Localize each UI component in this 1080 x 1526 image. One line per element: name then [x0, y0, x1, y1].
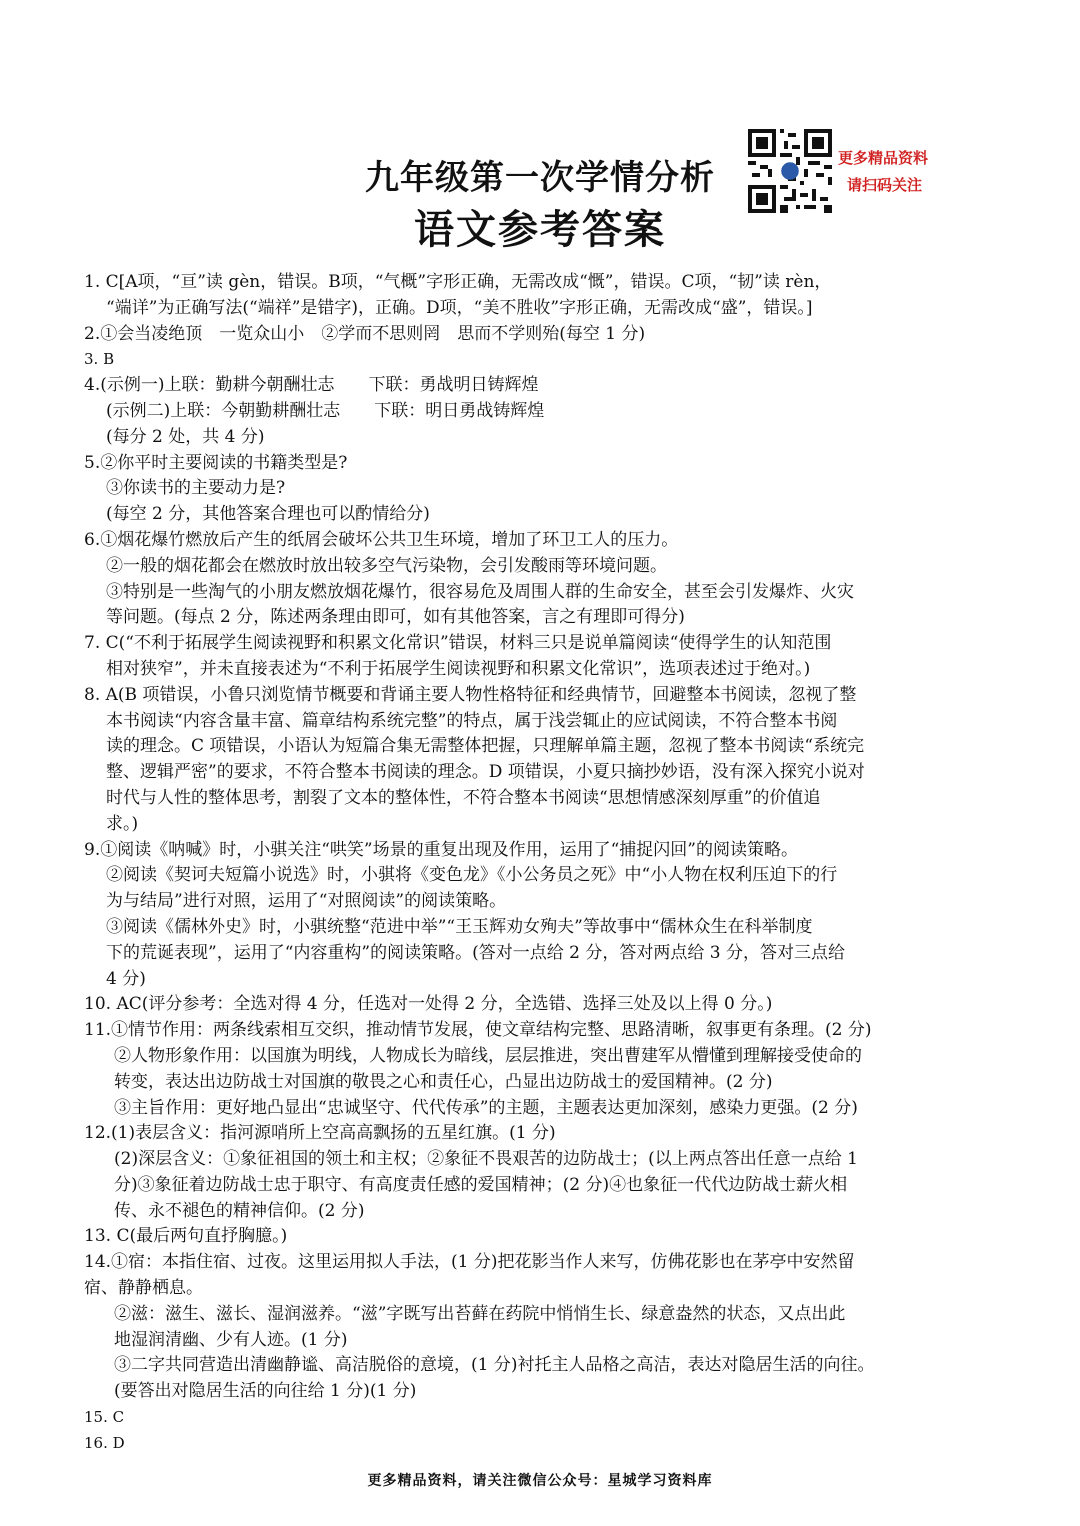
answer-line: ②阅读《契诃夫短篇小说选》时，小骐将《变色龙》《小公务员之死》中“小人物在权利压迫下的行: [106, 865, 838, 886]
answer-line: (每空 2 分，其他答案合理也可以酌情给分): [106, 504, 430, 525]
answer-line: ③二字共同营造出清幽静谧、高洁脱俗的意境，(1 分)衬托主人品格之高洁，表达对隐居生活的向往。: [114, 1355, 875, 1376]
answer-line: “端详”为正确写法(“端祥”是错字)，正确。D项，“美不胜收”字形正确，无需改成“盛”，错误。]: [106, 297, 813, 318]
answer-line: 求。): [106, 813, 139, 834]
answer-line: 5.②你平时主要阅读的书籍类型是?: [84, 452, 348, 473]
answer-line: 7. C(“不利于拓展学生阅读视野和积累文化常识”错误，材料三只是说单篇阅读“使得学生的认知范围: [84, 633, 832, 654]
answer-line: ③阅读《儒林外史》时，小骐统整“范进中举”“王玉辉劝女殉夫”等故事中“儒林众生在科举制度: [106, 916, 813, 937]
answer-line: 本书阅读“内容含量丰富、篇章结构系统完整”的特点，属于浅尝辄止的应试阅读，不符合整本书阅: [106, 710, 838, 731]
answer-line: 相对狭窄”，并未直接表述为“不利于拓展学生阅读视野和积累文化常识”，选项表述过于绝对。): [106, 658, 811, 679]
answer-line: 整、逻辑严密”的要求，不符合整本书阅读的理念。D 项错误，小夏只摘抄妙语，没有深入探究小说对: [106, 762, 865, 783]
answer-line: ②一般的烟花都会在燃放时放出较多空气污染物，会引发酸雨等环境问题。: [106, 555, 667, 576]
page-header: [0, 0, 1080, 253]
answer-content: [84, 270, 1004, 1457]
page-title: 九年级第一次学情分析: [365, 158, 715, 198]
answer-line: 分)③象征着边防战士忠于职守、有高度责任感的爱国精神；(2 分)④也象征一代代边防战士薪火相: [114, 1174, 848, 1195]
answer-line: ③特别是一些淘气的小朋友燃放烟花爆竹，很容易危及周围人群的生命安全，甚至会引发爆炸、火灾: [106, 581, 854, 602]
answer-line: 10. AC(评分参考：全选对得 4 分，任选对一处得 2 分，全选错、选择三处及以上得 0 分。): [84, 994, 773, 1015]
answer-line: 4.(示例一)上联：勤耕今朝酬壮志 下联：勇战明日铸辉煌: [84, 375, 539, 396]
answer-line: ③主旨作用：更好地凸显出“忠诚坚守、代代传承”的主题，主题表达更加深刻，感染力更强。(2 分): [114, 1097, 858, 1118]
answer-line: 16. D: [84, 1433, 125, 1452]
answer-line: 下的荒诞表现”，运用了“内容重构”的阅读策略。(答对一点给 2 分，答对两点给 3 分，答对三点给: [106, 942, 845, 963]
answer-line: 15. C: [84, 1408, 125, 1427]
answer-line: 11.①情节作用：两条线索相互交织，推动情节发展，使文章结构完整、思路清晰，叙事更有条理。(2 分): [84, 1020, 872, 1041]
answer-line: 6.①烟花爆竹燃放后产生的纸屑会破坏公共卫生环境，增加了环卫工人的压力。: [84, 529, 679, 550]
answer-line: 8. A(B 项错误，小鲁只浏览情节概要和背诵主要人物性格特征和经典情节，回避整本书阅读，忽视了整: [84, 684, 857, 705]
answer-line: 转变，表达出边防战士对国旗的敬畏之心和责任心，凸显出边防战士的爱国精神。(2 分): [114, 1071, 773, 1092]
answer-line: 3. B: [84, 350, 115, 369]
answer-line: 14.①宿：本指住宿、过夜。这里运用拟人手法，(1 分)把花影当作人来写，仿佛花影也在茅亭中安然留: [84, 1252, 855, 1273]
answer-line: (2)深层含义：①象征祖国的领土和主权；②象征不畏艰苦的边防战士；(以上两点答出任意一点给 1: [114, 1149, 858, 1170]
qr-note: [838, 145, 978, 199]
answer-line: 4 分): [106, 968, 146, 989]
qr-code-icon: [748, 129, 832, 213]
answer-line: (示例二)上联：今朝勤耕酬壮志 下联：明日勇战铸辉煌: [106, 400, 545, 421]
answer-line: 为与结局”进行对照，运用了“对照阅读”的阅读策略。: [106, 891, 507, 912]
answer-line: ③你读书的主要动力是?: [106, 478, 286, 499]
answer-line: ②人物形象作用：以国旗为明线，人物成长为暗线，层层推进，突出曹建军从懵懂到理解接受使命的: [114, 1045, 862, 1066]
page-subtitle: 语文参考答案: [414, 207, 666, 253]
answer-line: 12.(1)表层含义：指河源哨所上空高高飘扬的五星红旗。(1 分): [84, 1123, 556, 1144]
qr-note-line1: 更多精品资料: [838, 149, 929, 167]
answer-line: 等问题。(每点 2 分，陈述两条理由即可，如有其他答案，言之有理即可得分): [106, 607, 685, 628]
answer-line: ②滋：滋生、滋长、湿润滋养。“滋”字既写出苔藓在药院中悄悄生长、绿意盎然的状态，又点出此: [114, 1303, 846, 1324]
answer-line: (要答出对隐居生活的向往给 1 分)(1 分): [114, 1381, 417, 1402]
qr-note-line2: 请扫码关注: [847, 176, 923, 194]
answer-line: (每分 2 处，共 4 分): [106, 426, 265, 447]
answer-line: 1. C[A项，“亘”读 gèn，错误。B项，“气概”字形正确，无需改成“慨”，错误。C项，“韧”读 rèn，: [84, 272, 832, 292]
answer-line: 9.①阅读《呐喊》时，小骐关注“哄笑”场景的重复出现及作用，运用了“捕捉闪回”的阅读策略。: [84, 839, 798, 860]
answer-line: 宿、静静栖息。: [84, 1278, 203, 1299]
answer-line: 传、永不褪色的精神信仰。(2 分): [114, 1200, 365, 1221]
answer-line: 2.①会当凌绝顶 一览众山小 ②学而不思则罔 思而不学则殆(每空 1 分): [84, 323, 646, 344]
page-footer: 更多精品资料，请关注微信公众号：星城学习资料库: [367, 1473, 713, 1489]
answer-line: 地湿润清幽、少有人迹。(1 分): [114, 1329, 348, 1350]
answer-line: 时代与人性的整体思考，割裂了文本的整体性，不符合整本书阅读“思想情感深刻厚重”的价值追: [106, 787, 821, 808]
answer-line: 13. C(最后两句直抒胸臆。): [84, 1226, 288, 1247]
answer-line: 读的理念。C 项错误，小语认为短篇合集无需整体把握，只理解单篇主题，忽视了整本书阅读“系统完: [106, 736, 865, 757]
